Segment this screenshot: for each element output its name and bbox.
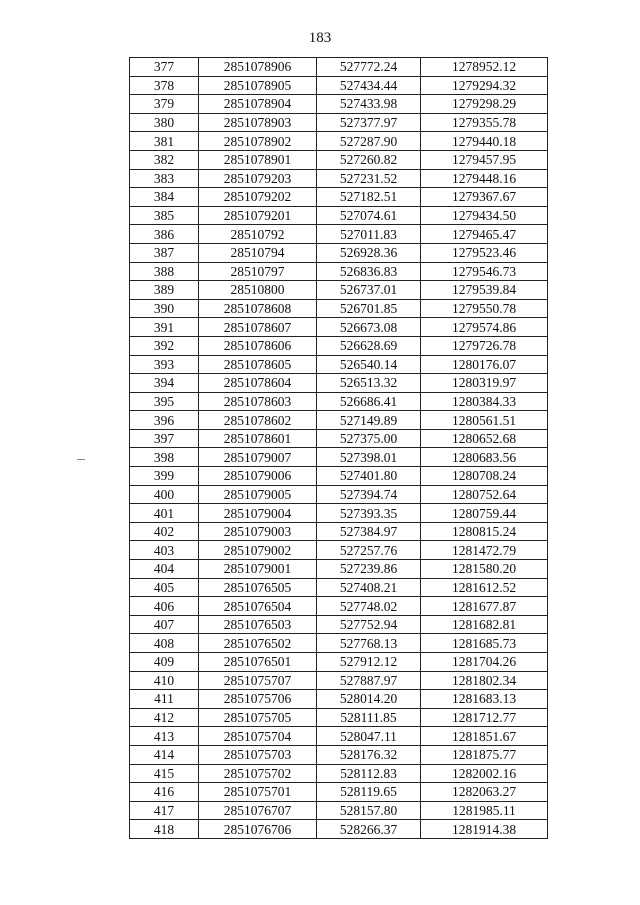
y-coordinate-cell: 1280561.51 bbox=[421, 411, 548, 430]
row-number-cell: 392 bbox=[130, 336, 199, 355]
point-id-cell: 2851078904 bbox=[199, 95, 317, 114]
row-number-cell: 390 bbox=[130, 299, 199, 318]
x-coordinate-cell: 528047.11 bbox=[317, 727, 421, 746]
y-coordinate-cell: 1281704.26 bbox=[421, 653, 548, 672]
table-row bbox=[130, 169, 548, 188]
row-number-cell: 399 bbox=[130, 467, 199, 486]
y-coordinate-cell: 1282002.16 bbox=[421, 764, 548, 783]
row-number-cell: 396 bbox=[130, 411, 199, 430]
row-number-cell: 401 bbox=[130, 504, 199, 523]
point-id-cell: 28510794 bbox=[199, 243, 317, 262]
x-coordinate-cell: 526928.36 bbox=[317, 243, 421, 262]
y-coordinate-cell: 1281685.73 bbox=[421, 634, 548, 653]
table-row bbox=[130, 522, 548, 541]
point-id-cell: 2851078606 bbox=[199, 336, 317, 355]
table-row bbox=[130, 504, 548, 523]
table-row bbox=[130, 671, 548, 690]
point-id-cell: 2851079002 bbox=[199, 541, 317, 560]
x-coordinate-cell: 526701.85 bbox=[317, 299, 421, 318]
x-coordinate-cell: 527433.98 bbox=[317, 95, 421, 114]
point-id-cell: 2851078901 bbox=[199, 150, 317, 169]
table-row bbox=[130, 745, 548, 764]
table-row bbox=[130, 243, 548, 262]
point-id-cell: 2851079201 bbox=[199, 206, 317, 225]
row-number-cell: 404 bbox=[130, 560, 199, 579]
table-row bbox=[130, 783, 548, 802]
table-row bbox=[130, 708, 548, 727]
y-coordinate-cell: 1279574.86 bbox=[421, 318, 548, 337]
x-coordinate-cell: 527384.97 bbox=[317, 522, 421, 541]
y-coordinate-cell: 1279448.16 bbox=[421, 169, 548, 188]
table-row bbox=[130, 281, 548, 300]
table-row bbox=[130, 188, 548, 207]
table-row bbox=[130, 58, 548, 77]
table-row bbox=[130, 467, 548, 486]
row-number-cell: 408 bbox=[130, 634, 199, 653]
point-id-cell: 2851075706 bbox=[199, 690, 317, 709]
x-coordinate-cell: 528176.32 bbox=[317, 745, 421, 764]
page-number: 183 bbox=[308, 30, 332, 46]
point-id-cell: 2851079202 bbox=[199, 188, 317, 207]
point-id-cell: 2851078607 bbox=[199, 318, 317, 337]
y-coordinate-cell: 1282063.27 bbox=[421, 783, 548, 802]
point-id-cell: 2851076503 bbox=[199, 615, 317, 634]
point-id-cell: 2851078604 bbox=[199, 374, 317, 393]
y-coordinate-cell: 1279523.46 bbox=[421, 243, 548, 262]
table-row bbox=[130, 262, 548, 281]
y-coordinate-cell: 1281580.20 bbox=[421, 560, 548, 579]
point-id-cell: 2851076707 bbox=[199, 801, 317, 820]
y-coordinate-cell: 1281914.38 bbox=[421, 820, 548, 839]
table-row bbox=[130, 615, 548, 634]
point-id-cell: 2851079006 bbox=[199, 467, 317, 486]
point-id-cell: 2851079004 bbox=[199, 504, 317, 523]
x-coordinate-cell: 527287.90 bbox=[317, 132, 421, 151]
y-coordinate-cell: 1281802.34 bbox=[421, 671, 548, 690]
table-row bbox=[130, 132, 548, 151]
y-coordinate-cell: 1279298.29 bbox=[421, 95, 548, 114]
table-row bbox=[130, 336, 548, 355]
x-coordinate-cell: 526686.41 bbox=[317, 392, 421, 411]
row-number-cell: 387 bbox=[130, 243, 199, 262]
table-row bbox=[130, 485, 548, 504]
point-id-cell: 2851076502 bbox=[199, 634, 317, 653]
x-coordinate-cell: 527748.02 bbox=[317, 597, 421, 616]
y-coordinate-cell: 1280683.56 bbox=[421, 448, 548, 467]
row-number-cell: 405 bbox=[130, 578, 199, 597]
row-number-cell: 410 bbox=[130, 671, 199, 690]
coordinates-table-body bbox=[130, 58, 548, 839]
point-id-cell: 2851078601 bbox=[199, 429, 317, 448]
point-id-cell: 2851076501 bbox=[199, 653, 317, 672]
table-row bbox=[130, 653, 548, 672]
x-coordinate-cell: 527772.24 bbox=[317, 58, 421, 77]
y-coordinate-cell: 1281683.13 bbox=[421, 690, 548, 709]
y-coordinate-cell: 1281682.81 bbox=[421, 615, 548, 634]
table-row bbox=[130, 225, 548, 244]
x-coordinate-cell: 527011.83 bbox=[317, 225, 421, 244]
x-coordinate-cell: 527887.97 bbox=[317, 671, 421, 690]
row-number-cell: 391 bbox=[130, 318, 199, 337]
x-coordinate-cell: 527434.44 bbox=[317, 76, 421, 95]
y-coordinate-cell: 1280652.68 bbox=[421, 429, 548, 448]
point-id-cell: 2851078603 bbox=[199, 392, 317, 411]
x-coordinate-cell: 526836.83 bbox=[317, 262, 421, 281]
point-id-cell: 2851078602 bbox=[199, 411, 317, 430]
table-row bbox=[130, 355, 548, 374]
x-coordinate-cell: 528266.37 bbox=[317, 820, 421, 839]
x-coordinate-cell: 527260.82 bbox=[317, 150, 421, 169]
point-id-cell: 28510792 bbox=[199, 225, 317, 244]
x-coordinate-cell: 527231.52 bbox=[317, 169, 421, 188]
row-number-cell: 409 bbox=[130, 653, 199, 672]
row-number-cell: 414 bbox=[130, 745, 199, 764]
row-number-cell: 406 bbox=[130, 597, 199, 616]
table-row bbox=[130, 764, 548, 783]
table-row bbox=[130, 820, 548, 839]
x-coordinate-cell: 527408.21 bbox=[317, 578, 421, 597]
point-id-cell: 2851078608 bbox=[199, 299, 317, 318]
x-coordinate-cell: 528119.65 bbox=[317, 783, 421, 802]
row-number-cell: 382 bbox=[130, 150, 199, 169]
point-id-cell: 2851076504 bbox=[199, 597, 317, 616]
x-coordinate-cell: 527149.89 bbox=[317, 411, 421, 430]
y-coordinate-cell: 1281985.11 bbox=[421, 801, 548, 820]
y-coordinate-cell: 1280708.24 bbox=[421, 467, 548, 486]
y-coordinate-cell: 1280759.44 bbox=[421, 504, 548, 523]
point-id-cell: 28510797 bbox=[199, 262, 317, 281]
margin-mark bbox=[77, 459, 85, 460]
row-number-cell: 384 bbox=[130, 188, 199, 207]
x-coordinate-cell: 527394.74 bbox=[317, 485, 421, 504]
row-number-cell: 407 bbox=[130, 615, 199, 634]
y-coordinate-cell: 1279457.95 bbox=[421, 150, 548, 169]
point-id-cell: 2851075701 bbox=[199, 783, 317, 802]
point-id-cell: 2851079203 bbox=[199, 169, 317, 188]
x-coordinate-cell: 527752.94 bbox=[317, 615, 421, 634]
point-id-cell: 2851078906 bbox=[199, 58, 317, 77]
table-row bbox=[130, 448, 548, 467]
y-coordinate-cell: 1279550.78 bbox=[421, 299, 548, 318]
x-coordinate-cell: 527257.76 bbox=[317, 541, 421, 560]
row-number-cell: 378 bbox=[130, 76, 199, 95]
y-coordinate-cell: 1279546.73 bbox=[421, 262, 548, 281]
x-coordinate-cell: 528111.85 bbox=[317, 708, 421, 727]
y-coordinate-cell: 1281851.67 bbox=[421, 727, 548, 746]
point-id-cell: 2851078903 bbox=[199, 113, 317, 132]
row-number-cell: 395 bbox=[130, 392, 199, 411]
point-id-cell: 2851078905 bbox=[199, 76, 317, 95]
y-coordinate-cell: 1281612.52 bbox=[421, 578, 548, 597]
x-coordinate-cell: 526673.08 bbox=[317, 318, 421, 337]
row-number-cell: 402 bbox=[130, 522, 199, 541]
table-row bbox=[130, 392, 548, 411]
row-number-cell: 400 bbox=[130, 485, 199, 504]
point-id-cell: 2851075702 bbox=[199, 764, 317, 783]
row-number-cell: 403 bbox=[130, 541, 199, 560]
table-row bbox=[130, 634, 548, 653]
row-number-cell: 380 bbox=[130, 113, 199, 132]
x-coordinate-cell: 527401.80 bbox=[317, 467, 421, 486]
row-number-cell: 418 bbox=[130, 820, 199, 839]
point-id-cell: 2851075705 bbox=[199, 708, 317, 727]
point-id-cell: 2851076505 bbox=[199, 578, 317, 597]
x-coordinate-cell: 528112.83 bbox=[317, 764, 421, 783]
y-coordinate-cell: 1280176.07 bbox=[421, 355, 548, 374]
x-coordinate-cell: 526628.69 bbox=[317, 336, 421, 355]
y-coordinate-cell: 1279440.18 bbox=[421, 132, 548, 151]
x-coordinate-cell: 527377.97 bbox=[317, 113, 421, 132]
table-row bbox=[130, 299, 548, 318]
y-coordinate-cell: 1279465.47 bbox=[421, 225, 548, 244]
table-row bbox=[130, 113, 548, 132]
table-row bbox=[130, 206, 548, 225]
row-number-cell: 379 bbox=[130, 95, 199, 114]
y-coordinate-cell: 1281677.87 bbox=[421, 597, 548, 616]
row-number-cell: 394 bbox=[130, 374, 199, 393]
x-coordinate-cell: 528157.80 bbox=[317, 801, 421, 820]
point-id-cell: 2851075707 bbox=[199, 671, 317, 690]
coordinates-table bbox=[129, 57, 548, 839]
x-coordinate-cell: 527182.51 bbox=[317, 188, 421, 207]
row-number-cell: 411 bbox=[130, 690, 199, 709]
x-coordinate-cell: 527393.35 bbox=[317, 504, 421, 523]
table-row bbox=[130, 318, 548, 337]
row-number-cell: 389 bbox=[130, 281, 199, 300]
point-id-cell: 2851075703 bbox=[199, 745, 317, 764]
y-coordinate-cell: 1280319.97 bbox=[421, 374, 548, 393]
row-number-cell: 386 bbox=[130, 225, 199, 244]
x-coordinate-cell: 527912.12 bbox=[317, 653, 421, 672]
x-coordinate-cell: 527074.61 bbox=[317, 206, 421, 225]
table-row bbox=[130, 95, 548, 114]
y-coordinate-cell: 1281875.77 bbox=[421, 745, 548, 764]
point-id-cell: 2851076706 bbox=[199, 820, 317, 839]
x-coordinate-cell: 527768.13 bbox=[317, 634, 421, 653]
row-number-cell: 381 bbox=[130, 132, 199, 151]
table-row bbox=[130, 597, 548, 616]
point-id-cell: 2851079003 bbox=[199, 522, 317, 541]
y-coordinate-cell: 1279726.78 bbox=[421, 336, 548, 355]
row-number-cell: 412 bbox=[130, 708, 199, 727]
y-coordinate-cell: 1280752.64 bbox=[421, 485, 548, 504]
point-id-cell: 2851079007 bbox=[199, 448, 317, 467]
x-coordinate-cell: 527375.00 bbox=[317, 429, 421, 448]
point-id-cell: 28510800 bbox=[199, 281, 317, 300]
x-coordinate-cell: 528014.20 bbox=[317, 690, 421, 709]
table-row bbox=[130, 411, 548, 430]
y-coordinate-cell: 1279434.50 bbox=[421, 206, 548, 225]
y-coordinate-cell: 1280815.24 bbox=[421, 522, 548, 541]
row-number-cell: 398 bbox=[130, 448, 199, 467]
x-coordinate-cell: 526737.01 bbox=[317, 281, 421, 300]
row-number-cell: 393 bbox=[130, 355, 199, 374]
table-row bbox=[130, 150, 548, 169]
x-coordinate-cell: 526513.32 bbox=[317, 374, 421, 393]
x-coordinate-cell: 527398.01 bbox=[317, 448, 421, 467]
row-number-cell: 413 bbox=[130, 727, 199, 746]
y-coordinate-cell: 1279294.32 bbox=[421, 76, 548, 95]
point-id-cell: 2851075704 bbox=[199, 727, 317, 746]
y-coordinate-cell: 1281712.77 bbox=[421, 708, 548, 727]
y-coordinate-cell: 1280384.33 bbox=[421, 392, 548, 411]
point-id-cell: 2851078605 bbox=[199, 355, 317, 374]
point-id-cell: 2851079001 bbox=[199, 560, 317, 579]
table-row bbox=[130, 541, 548, 560]
row-number-cell: 415 bbox=[130, 764, 199, 783]
y-coordinate-cell: 1279367.67 bbox=[421, 188, 548, 207]
row-number-cell: 397 bbox=[130, 429, 199, 448]
row-number-cell: 388 bbox=[130, 262, 199, 281]
point-id-cell: 2851079005 bbox=[199, 485, 317, 504]
table-row bbox=[130, 374, 548, 393]
y-coordinate-cell: 1278952.12 bbox=[421, 58, 548, 77]
row-number-cell: 417 bbox=[130, 801, 199, 820]
table-row bbox=[130, 560, 548, 579]
point-id-cell: 2851078902 bbox=[199, 132, 317, 151]
table-row bbox=[130, 578, 548, 597]
table-row bbox=[130, 801, 548, 820]
row-number-cell: 383 bbox=[130, 169, 199, 188]
x-coordinate-cell: 526540.14 bbox=[317, 355, 421, 374]
x-coordinate-cell: 527239.86 bbox=[317, 560, 421, 579]
table-row bbox=[130, 429, 548, 448]
table-row bbox=[130, 76, 548, 95]
y-coordinate-cell: 1281472.79 bbox=[421, 541, 548, 560]
table-row bbox=[130, 690, 548, 709]
row-number-cell: 385 bbox=[130, 206, 199, 225]
y-coordinate-cell: 1279539.84 bbox=[421, 281, 548, 300]
y-coordinate-cell: 1279355.78 bbox=[421, 113, 548, 132]
row-number-cell: 416 bbox=[130, 783, 199, 802]
table-row bbox=[130, 727, 548, 746]
row-number-cell: 377 bbox=[130, 58, 199, 77]
